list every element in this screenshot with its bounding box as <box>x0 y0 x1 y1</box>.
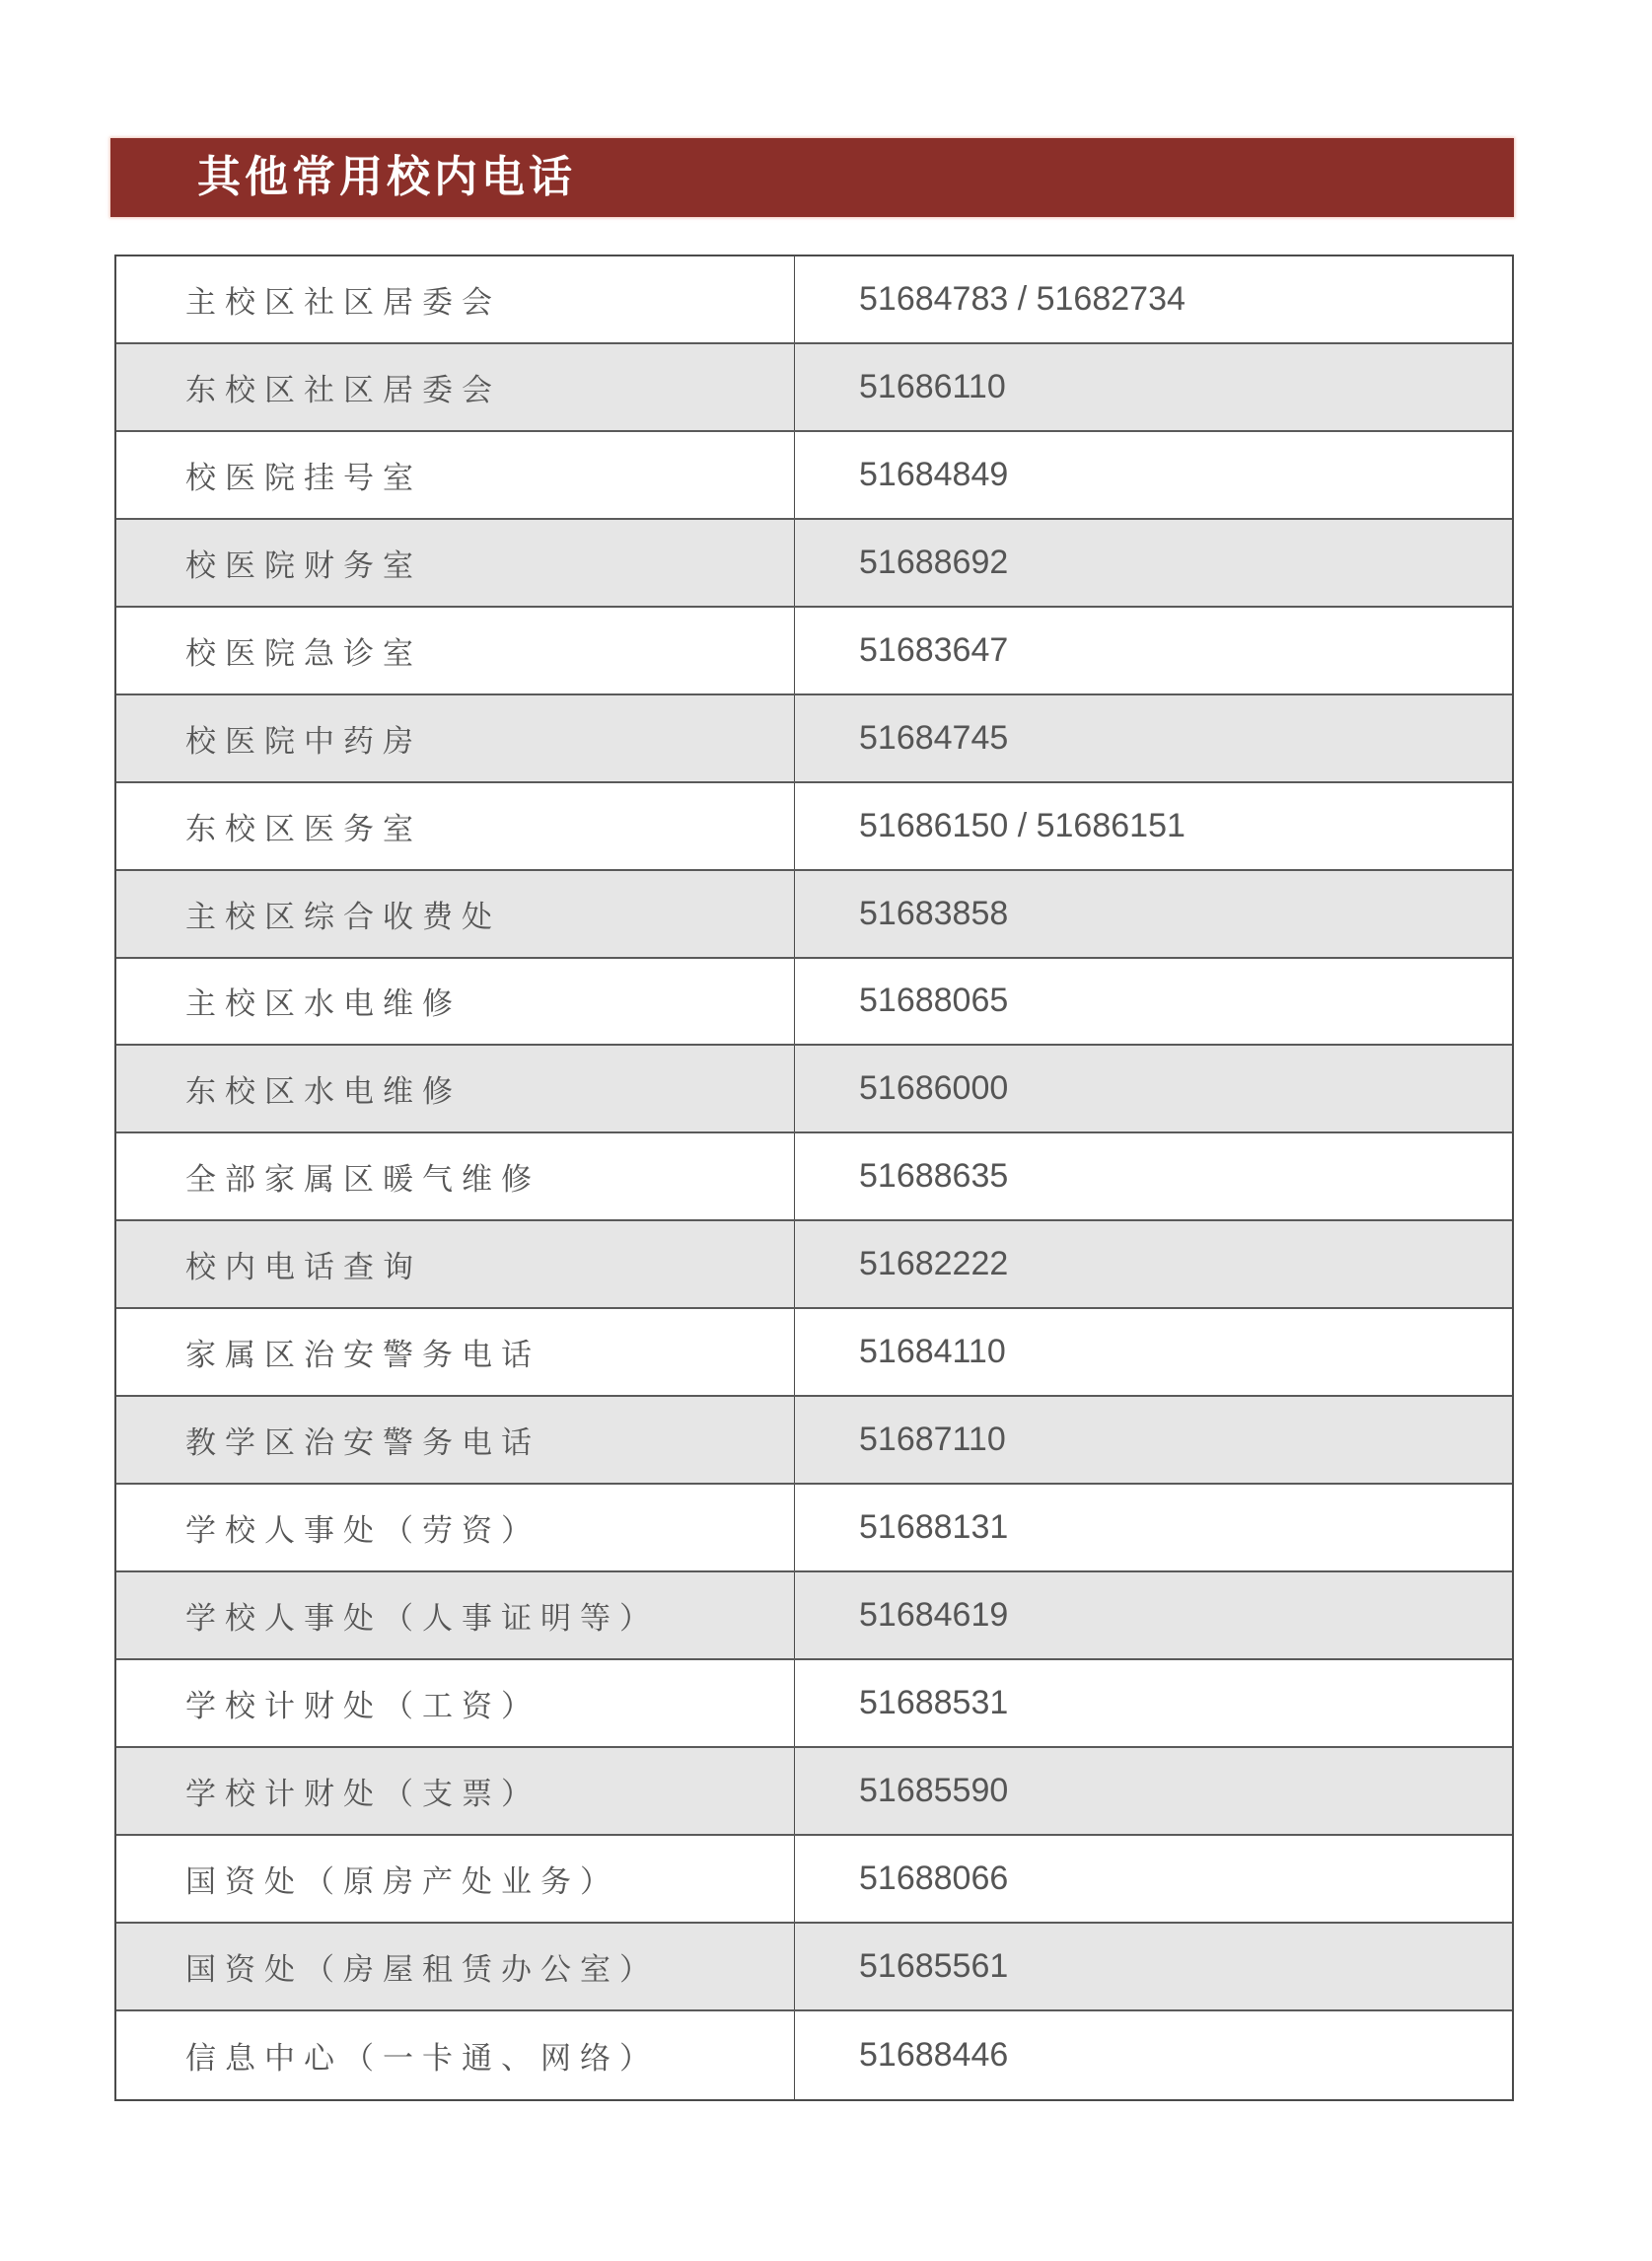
table-row <box>116 608 1512 695</box>
department-name: 学校人事处（人事证明等） <box>116 1572 795 1658</box>
table-row <box>116 959 1512 1047</box>
section-header-bar <box>110 138 1514 217</box>
phone-number: 51684783 / 51682734 <box>859 279 1185 318</box>
department-name: 全部家属区暖气维修 <box>116 1133 795 1219</box>
department-name: 东校区医务室 <box>116 783 795 869</box>
department-name: 校医院急诊室 <box>116 608 795 693</box>
department-name: 东校区社区居委会 <box>116 344 795 430</box>
table-row <box>116 1572 1512 1660</box>
phone-number: 51684849 <box>859 455 1009 493</box>
department-name: 国资处（原房产处业务） <box>116 1836 795 1922</box>
phone-number: 51683858 <box>859 894 1009 932</box>
table-row <box>116 1924 1512 2011</box>
department-name: 学校计财处（支票） <box>116 1748 795 1834</box>
phone-number: 51686150 / 51686151 <box>859 806 1185 844</box>
department-name: 学校计财处（工资） <box>116 1660 795 1746</box>
phone-number: 51688065 <box>859 982 1009 1020</box>
phone-number: 51688692 <box>859 543 1009 581</box>
department-name: 信息中心（一卡通、网络） <box>116 2011 795 2099</box>
table-row <box>116 1660 1512 1748</box>
phone-number: 51685590 <box>859 1771 1009 1809</box>
phone-number: 51684110 <box>859 1333 1006 1371</box>
table-row <box>116 1309 1512 1397</box>
phone-directory-table <box>114 255 1514 2101</box>
department-name: 教学区治安警务电话 <box>116 1397 795 1483</box>
table-row <box>116 871 1512 959</box>
department-name: 校医院中药房 <box>116 695 795 781</box>
phone-number: 51685561 <box>859 1946 1009 1985</box>
table-row <box>116 520 1512 608</box>
department-name: 主校区水电维修 <box>116 959 795 1045</box>
department-name: 家属区治安警务电话 <box>116 1309 795 1395</box>
phone-number: 51688531 <box>859 1683 1009 1721</box>
department-name: 校内电话查询 <box>116 1221 795 1307</box>
department-name: 校医院挂号室 <box>116 432 795 518</box>
phone-number: 51684619 <box>859 1596 1009 1635</box>
table-row <box>116 344 1512 432</box>
table-row <box>116 1836 1512 1924</box>
department-name: 主校区综合收费处 <box>116 871 795 957</box>
section-title: 其他常用校内电话 <box>197 152 576 202</box>
phone-number: 51686000 <box>859 1069 1009 1108</box>
phone-number: 51688066 <box>859 1859 1009 1897</box>
table-row <box>116 256 1512 344</box>
department-name: 东校区水电维修 <box>116 1046 795 1131</box>
phone-number: 51688446 <box>859 2035 1009 2074</box>
phone-number: 51688635 <box>859 1157 1009 1196</box>
phone-number: 51688131 <box>859 1508 1009 1547</box>
table-row <box>116 1221 1512 1309</box>
table-row <box>116 1133 1512 1221</box>
table-row <box>116 695 1512 783</box>
table-row <box>116 1397 1512 1485</box>
phone-number: 51683647 <box>859 630 1009 669</box>
phone-number: 51682222 <box>859 1245 1009 1283</box>
phone-number: 51686110 <box>859 367 1006 405</box>
phone-number: 51684745 <box>859 718 1009 757</box>
table-row <box>116 783 1512 871</box>
department-name: 校医院财务室 <box>116 520 795 606</box>
department-name: 国资处（房屋租赁办公室） <box>116 1924 795 2009</box>
table-row <box>116 1485 1512 1572</box>
department-name: 主校区社区居委会 <box>116 256 795 342</box>
department-name: 学校人事处（劳资） <box>116 1485 795 1570</box>
table-row <box>116 1748 1512 1836</box>
table-row <box>116 432 1512 520</box>
phone-number: 51687110 <box>859 1421 1006 1459</box>
table-row <box>116 1046 1512 1133</box>
table-row <box>116 2011 1512 2099</box>
